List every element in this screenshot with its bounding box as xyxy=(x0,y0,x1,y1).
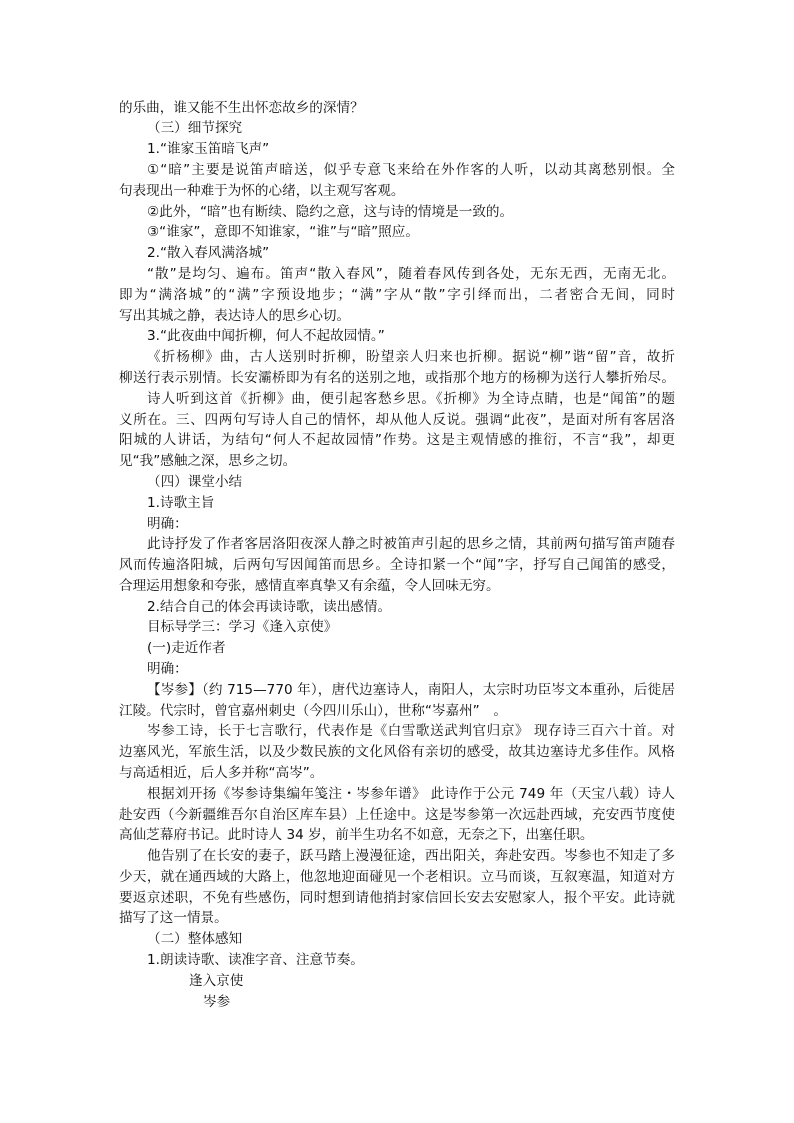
paragraph-line: 《折杨柳》曲，古人送别时折柳，盼望亲人归来也折柳。据说“柳”谐“留”音，故折 xyxy=(147,349,675,365)
paragraph-line: 写出其城之静，表达诗人的思乡心切。 xyxy=(119,308,351,324)
subheading: 2.“散入春风满洛城” xyxy=(147,245,270,261)
paragraph-line: ①“暗”主要是说笛声暗送，似乎专意飞来给在外作客的人听，以动其离愁别恨。全 xyxy=(147,162,675,178)
subheading: 3.“此夜曲中闻折柳，何人不起故园情。” xyxy=(147,328,385,344)
poem-title: 逢入京使 xyxy=(189,973,244,989)
subheading: 1.“谁家玉笛暗飞声” xyxy=(147,141,270,157)
label: 明确： xyxy=(147,516,188,532)
section-heading: （二）整体感知 xyxy=(147,931,243,947)
paragraph-line: 诗人听到这首《折柳》曲，便引起客愁乡思。《折柳》为全诗点睛，也是“闻笛”的题 xyxy=(147,391,675,407)
section-heading: （四）课堂小结 xyxy=(147,474,243,490)
paragraph-line: ②此外，“暗”也有断续、隐约之意，这与诗的情境是一致的。 xyxy=(147,204,514,220)
paragraph-line: 江陵。代宗时，曾官嘉州刺史（今四川乐山），世称“岑嘉州” 。 xyxy=(119,703,507,719)
paragraph-line: ③“谁家”，意即不知谁家，“谁”与“暗”照应。 xyxy=(147,224,419,240)
subheading: 1.朗读诗歌、读准字音、注意节奏。 xyxy=(147,952,364,968)
paragraph-line: 句表现出一种难于为怀的心绪，以主观写客观。 xyxy=(119,183,405,199)
paragraph-line: 见“我”感触之深，思乡之切。 xyxy=(119,453,297,469)
paragraph-line: 岑参工诗，长于七言歌行，代表作是《白雪歌送武判官归京》 现存诗三百六十首。对 xyxy=(147,723,675,739)
paragraph-line: 少天，就在通西域的大路上，他忽地迎面碰见一个老相识。立马而谈，互叙寒温，知道对方 xyxy=(119,869,675,885)
paragraph-line: 要返京述职，不免有些感伤，同时想到请他捎封家信回长安去安慰家人，报个平安。此诗就 xyxy=(119,890,675,906)
paragraph-line: 合理运用想象和夸张，感情直率真挚又有余蕴，令人回味无穷。 xyxy=(119,578,500,594)
subheading: 1.诗歌主旨 xyxy=(147,495,215,511)
poem-author: 岑参 xyxy=(203,994,231,1010)
paragraph-line: 高仙芝幕府书记。此时诗人 34 岁，前半生功名不如意，无奈之下，出塞任职。 xyxy=(119,827,594,843)
paragraph-line: 阳城的人讲话，为结句“何人不起故园情”作势。这是主观情感的推衍，不言“我”，却更 xyxy=(119,432,675,448)
paragraph-line: 此诗抒发了作者客居洛阳夜深人静之时被笛声引起的思乡之情，其前两句描写笛声随春 xyxy=(147,536,675,552)
paragraph-line: 边塞风光，军旅生活，以及少数民族的文化风俗有亲切的感受，故其边塞诗尤多佳作。风格 xyxy=(119,744,675,760)
section-heading: （三）细节探究 xyxy=(147,120,243,136)
section-heading: 目标导学三：学习《逢入京使》 xyxy=(147,619,338,635)
paragraph-line: 描写了这一情景。 xyxy=(119,910,228,926)
paragraph-line: 的乐曲，谁又能不生出怀恋故乡的深情？ xyxy=(119,100,364,116)
paragraph-line: 与高适相近，后人多并称“高岑”。 xyxy=(119,765,324,781)
section-heading: (一)走近作者 xyxy=(147,640,226,656)
paragraph-line: 赴安西（今新疆维吾尔自治区库车县）上任途中。这是岑参第一次远赴西域，充安西节度使 xyxy=(119,807,675,823)
paragraph-line: “散”是均匀、遍布。笛声“散入春风”，随着春风传到各处，无东无西，无南无北。 xyxy=(147,266,675,282)
paragraph-line: 【岑参】（约 715—770 年），唐代边塞诗人，南阳人，太宗时功臣岑文本重孙，后徙居 xyxy=(147,682,675,698)
paragraph-line: 根据刘开扬《岑参诗集编年笺注・岑参年谱》 此诗作于公元 749 年（天宝八载）诗人 xyxy=(147,786,675,802)
paragraph-line: 2.结合自己的体会再读诗歌，读出感情。 xyxy=(147,599,392,615)
paragraph-line: 义所在。三、四两句写诗人自己的情怀，却从他人反说。强调“此夜”，是面对所有客居洛 xyxy=(119,412,675,428)
label: 明确： xyxy=(147,661,188,677)
paragraph-line: 柳送行表示别情。长安灞桥即为有名的送别之地，或指那个地方的杨柳为送行人攀折殆尽。 xyxy=(119,370,675,386)
paragraph-line: 风而传遍洛阳城，后两句写因闻笛而思乡。全诗扣紧一个“闻”字，抒写自己闻笛的感受， xyxy=(119,557,675,573)
paragraph-line: 即为“满洛城”的“满”字预设地步；“满”字从“散”字引绎而出，二者密合无间，同时 xyxy=(119,287,675,303)
paragraph-line: 他告别了在长安的妻子，跃马踏上漫漫征途，西出阳关，奔赴安西。岑参也不知走了多 xyxy=(147,848,675,864)
